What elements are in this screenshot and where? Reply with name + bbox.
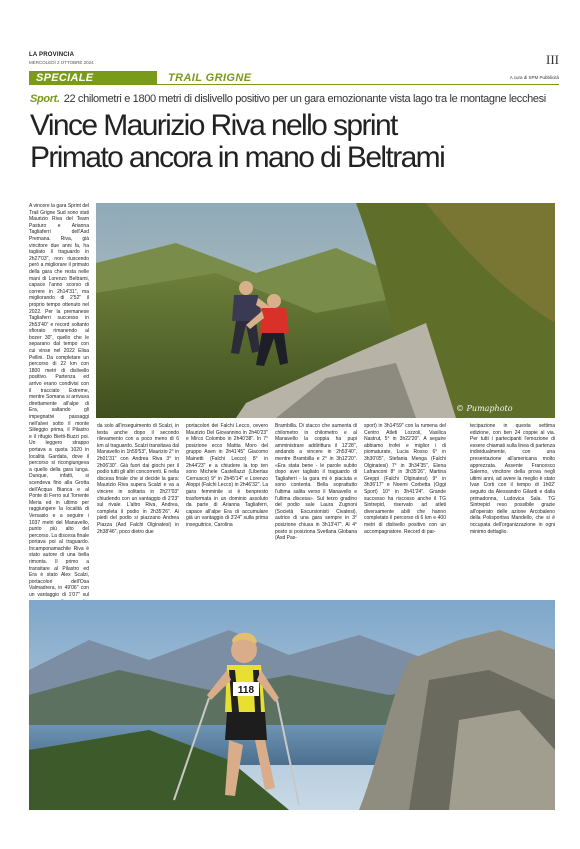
- kicker: [30, 93, 555, 105]
- article-column-3: portacolori dei Falchi Lecco, ovvero Maurizio Del Giovannino in 2h40'23" e Mirco Colombo in 2h40'38". In 7° posizione ecco Mattia Moro del gruppo Asen in 2h41'45" Giacomo Mainetti (Falchi Lecco) 8° in 2h44'23" e a chiudere la top ten sono Michele Castellazzi (Libertas Cernusco) 9° in 2h45'14" e Lorenzo Aloppi (Falchi Lecco) in 2h46'32". La gara femminile si è benpresto trasformata in un dominio assoluto da parte di Arianna Tagliaferri, capace all'alpe Era di accumulare già un vantaggio di 3'24" sulla prima inseguitrice, Carolina: [186, 423, 268, 528]
- runners-hillside-photo: [96, 203, 555, 418]
- runner-lake-illustration: [29, 600, 555, 810]
- masthead: [29, 52, 559, 72]
- article-column-6: tecipazione in questa settima edizione, con ben 24 coppie al via. Per tutti i partecipanti l'emozione di essere chiamati sulla linea di partenza individualmente, con una presentazione all'americana molto apprezzata. Assente Francesco Salerno, vincitore della prova negli ultimi anni, ad avere la meglio è stato Ivan Corti con il tempo di 1h02' seguito da Alessandro Gilardi e dalla primadonna, Ludovica Sala. TG Sintrepid reso possibile grazie all'operato delle azione Arcobaleno della Polisportiva Mandello, che si è occupata dell'organizzazione in ogni minimo dettaglio.: [470, 423, 555, 535]
- runner-lake-photo: [29, 600, 555, 810]
- article-column-1: A vincere la gara Sprint del Trail Grigne Sud sono stati Maurizio Riva del Team Pasturo e Arianna Tagliaferri dell'Asd Premana. Riva, già vincitore due anni fa, ha tagliato il traguardo in 2h27'03", non riuscendo però a migliorare il primato della gara che resta nelle mani di Lorenzo Beltrami, capace l'anno scorso di correre in 2h14'31", ma migliorando di 2'52" il proprio tempo ottenuto nel 2022. Per la premanese Tagliaferri successo in 2h53'40" e record soltanto sfiorato rimanendo al bozer 30", quello che le separano dal tempo con cui vinse nel 2022 Elisa Pellini. Da completare un percorso di 22 km con 1800 metri di dislivello positivo. Partenza ed arrivo erano condivisi con il tracciato Extreme, mentre Somana si arrivava direttamente all'alpe di Era, saltando gli impegnativi passaggi nell'alvei sotto il monte Siileggio prima, il Pilastro e il rifugio Bietti-Buzzi poi. Un leggero strappo portava a quota 1020 in località Gardata, dove il percorso si ricongiungeva a quello della gara lunga. Dunque, infatti, si scendeva fino alla Grotta dell'Acqua Bianca e al Ponte di Ferro sul Torrente Meria ed in ultimo per raggiungere la località di Versasio e a seguire i 1037 metri del Manavello, punto più alto del percorso. La discesa finale portava poi al traguardo. Incamponamachile Riva è stato autore di una bella rimonta. Il primo a transitare al Pilastro ed Era è stato Alex Scalzi, portacolori dell'Osa Valmadrera, in 49'06" con un vantaggio di 1'07" sul: [29, 203, 89, 599]
- headline-line-2: Primato ancora in mano di Beltrami: [30, 141, 445, 174]
- headline-line-1: Vince Maurizio Riva nello sprint: [30, 109, 397, 142]
- issue-date: MERCOLEDÌ 2 OTTOBRE 2024: [29, 60, 94, 65]
- race-bib-number: 118: [237, 685, 255, 696]
- article-column-5: sport) in 3h14'59" con la rumena del Centro Atleti Lozzoli, Vasilica Nastrut, 5° in 3h22'20". A seguire abbiamo trofei e miglior i di piomaturate, Lucia Rosso 6° in 3h30'05", Stefania Menga (Falchi Olginatesi) 7° in 3h34'35", Elena Lafranconi 8° in 3h35'26", Martina Greppi (Falchi Olginatesi) 9° in 3h36'17" e Noemi Corbetta (Oggi Sport) 10° in 3h41'24". Grande successo ha riscosso anche il TG Sintrepid, riservato ad atleti diversamente abili che hanno completato il percorso di 6 km e 400 metri di dislivello positivo con un accompagnatore. Record di par-: [364, 423, 446, 535]
- article-column-4: Brambilla. Di stacco che aumenta di chilometro in chilometro e al Manavello la coppia ha pupi amministrare addirittura il 12'28", andando a vincere in 2h53'40", mentre Brambilla e 2° in 3h12'20". «Era stata bene - le parole subito dopo aver tagliato il traguardo di Tagliaferri - la gara mi è piaciuta e sono contenta. Bella soprattutto l'ultima salita verso il Manavello e l'ultima discesa». Sul terzo gradino del podio sale Laura Zugnoni (Società Escursionisti Civatesi), autrice di una gara sempre in 3° posizione chiusa in 3h13'47". Al 4° posto si posiziona Svetlana Globana (Asd Pas-: [275, 423, 357, 542]
- advertising-credit: A cura di SPM Pubblicità: [509, 75, 559, 80]
- photo-credit: © Pumaphoto: [456, 404, 513, 413]
- section-topic: TRAIL GRIGNE: [168, 72, 252, 84]
- article-column-2: da solo all'inseguimento di Scalzi, in testa anche dopo il secondo rilevamento con a poco meno di 6 km al traguardo. Scalzi transitava dal Manavello in 1h59'53", Maurizio 2° in 2h01'31" con Andrea Riva 3° in 2h06'30". Già fuori dai giochi per il podio tutti gli altri concorrenti. E nella discesa finale che si decide la gara: Maurizio Riva supera Scalzi e va a vincere in solitaria in 2h27'03" chiudendo con un vantaggio di 2'23" sul rivale. L'altro Riva, Andrea, completa il podio in 2h35'26". Ai piedi del podio si piazzano Andrea Piazza (Asd Falchi Olginatesi) in 2h38'46", poco dietro due: [97, 423, 179, 535]
- headline: [30, 110, 555, 174]
- kicker-tag: Sport.: [30, 93, 60, 105]
- section-bar: [29, 71, 559, 85]
- section-label: SPECIALE: [29, 71, 157, 85]
- page-number: III: [546, 52, 559, 67]
- runners-hillside-illustration: [96, 203, 555, 418]
- newspaper-name: LA PROVINCIA: [29, 52, 75, 58]
- kicker-text: 22 chilometri e 1800 metri di dislivello positivo per un gara emozionante vista lago tra le montagne lecchesi: [63, 93, 546, 105]
